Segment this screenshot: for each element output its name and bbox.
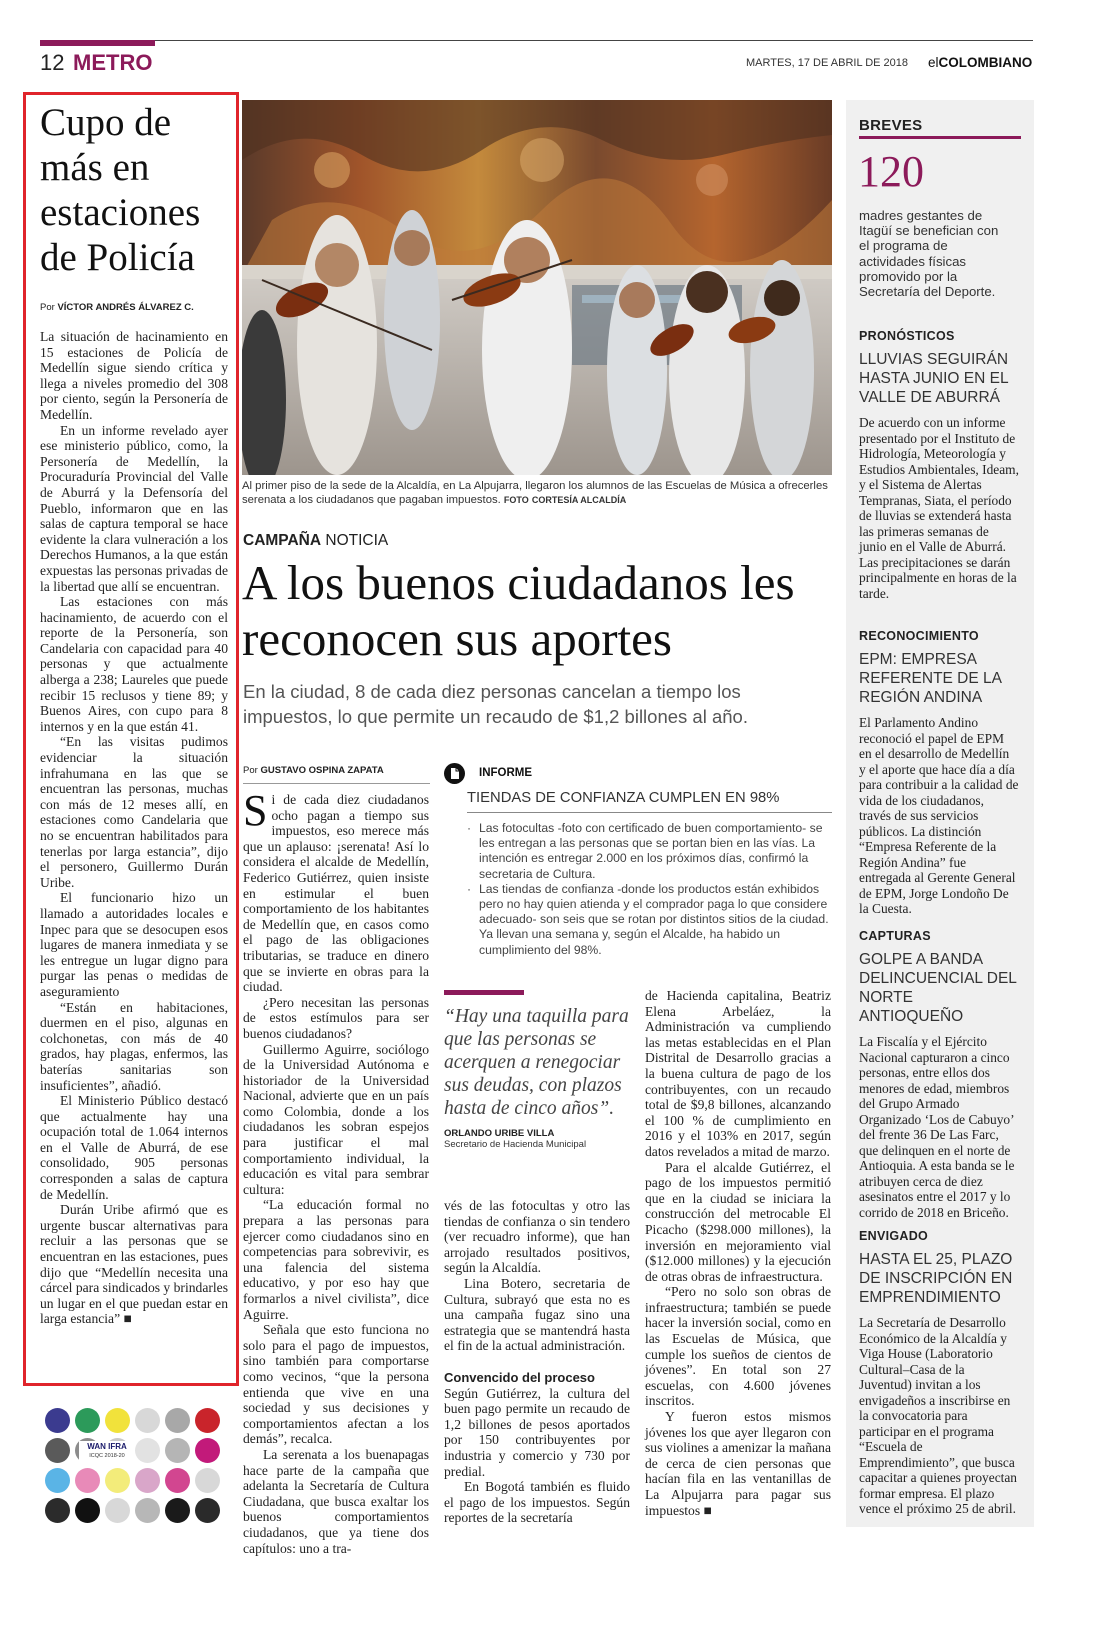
swatch-row-1	[45, 1408, 220, 1433]
section-accent-bar	[40, 40, 155, 46]
paragraph: “Pero no solo son obras de infraestructura; también se puede hacer la inversión social, como en las Escuelas de Música, que cumple los sueños de cientos de jóvenes”. En total son 27 escuelas, con 4.600 jóvenes inscritos.	[645, 1284, 831, 1409]
informe-header	[444, 763, 832, 783]
article-kicker	[243, 532, 388, 550]
brand-name: COLOMBIANO	[938, 55, 1033, 70]
informe-title: TIENDAS DE CONFIANZA CUMPLEN EN 98%	[467, 790, 832, 813]
paragraph: El funcionario hizo un llamado a autoridades locales e Inpec para que se desocupen esos lugares de manera inmediata y se les entregue un lugar digno para purgar las penas o medidas de aseguramiento	[40, 890, 228, 999]
brief-pronosticos	[859, 329, 1019, 601]
main-column-1	[243, 786, 429, 1556]
color-swatch	[45, 1438, 70, 1463]
brief-body: La Fiscalía y el Ejército Nacional capturaron a cinco personas, entre ellos dos menores de edad, miembros del Grupo Armado Organizado ‘Los de Cabuyo’ del frente 36 De Las Farc, que delinquen en el norte de Antioquia. A esta banda se le atribuyen cerca de diez asesinatos entre el 2017 y lo corrido de 2018 en Briceño.	[859, 1034, 1015, 1220]
paragraph	[645, 1409, 831, 1518]
color-swatch	[105, 1498, 130, 1523]
brief-envigado	[859, 1229, 1019, 1517]
color-swatch	[165, 1438, 190, 1463]
color-swatch	[45, 1408, 70, 1433]
brief-title: HASTA EL 25, PLAZO DE INSCRIPCIÓN EN EMPRENDIMIENTO	[859, 1251, 1013, 1306]
brief-label: PRONÓSTICOS	[859, 329, 955, 343]
color-swatch	[135, 1438, 160, 1463]
byline-prefix: Por	[40, 302, 55, 313]
paragraph-text: Y fueron estos mismos jóvenes los que ayer llegaron con sus violines a amenizar la mañana de cerca de cien personas que hacían fila en las ventanillas de La Alpujarra para pagar sus impuestos	[645, 1409, 831, 1518]
color-swatch	[75, 1468, 100, 1493]
informe-item-text: Las fotocultas -foto con certificado de buen comportamiento- se les entregan a las personas que se portan bien en las vías. La intención es entregar 2.000 en los próximos días, confirmó la secretaria de Cultura.	[479, 821, 823, 881]
main-deck: En la ciudad, 8 de cada diez personas cancelan a tiempo los impuestos, lo que permite un recaudo de $1,2 billones al año.	[243, 681, 748, 727]
paragraph: de Hacienda capitalina, Beatriz Elena Arbeláez, la Administración va cumpliendo las metas establecidas en el Plan Distrital de Desarrollo gracias a la buena cultura de pago de los contribuyentes, con un recaudo total de $9,8 billones, alcanzando el 100 % de cumplimiento en 2016 y el 103% en 2017, según datos revelados a mitad de marzo.	[645, 988, 831, 1159]
paragraph: Según Gutiérrez, la cultura del buen pago permite un recaudo de 1,2 billones de pesos aportados por 150 contribuyentes por industria y comercio y 730 por predial.	[444, 1385, 630, 1479]
informe-list	[467, 821, 832, 958]
paragraph: “Están en habitaciones, duermen en el piso, algunas en colchonetas, con más de 40 grados, hay plagas, enfermos, las baterías sanitarias son insuficientes”, añadió.	[40, 999, 228, 1093]
quote-role: Secretario de Hacienda Municipal	[444, 1139, 587, 1150]
paragraph: “En las visitas pudimos evidenciar la situación infrahumana en las que se encuentran las personas, muchas con más de 12 meses allí, en estaciones como Candelaria que no se encuentran habilitados para tenerlas por larga estancia”, dijo el personero, Guillermo Durán Uribe.	[40, 734, 228, 890]
wan-ifra-logo	[79, 1441, 135, 1463]
main-column-2	[444, 1198, 630, 1526]
paragraph-text: Durán Uribe afirmó que es urgente buscar alternativas para recluir a las personas que se encuentran en las estaciones, pues dijo que “Medellín necesita una cárcel para sindicados y brindarles un lugar en el que puedan estar en larga estancia”	[40, 1202, 228, 1327]
paragraph: La serenata a los buenapagas hace parte de la campaña que adelanta la Secretaría de Cultura Ciudadana, que busca exaltar los buenos comportamientos ciudadanos, que ya tiene dos capítulos: uno a tra-	[243, 1446, 429, 1556]
quote-author: ORLANDO URIBE VILLA	[444, 1128, 555, 1139]
paragraph: ¿Pero necesitan las personas de estos estímulos para ser buenos ciudadanos?	[243, 994, 429, 1041]
main-column-3	[645, 988, 831, 1518]
main-byline	[243, 765, 384, 776]
article-photo	[242, 100, 832, 475]
logo-code: ICQC 2018-20	[89, 1453, 125, 1459]
color-swatch	[165, 1408, 190, 1433]
lead-text: i de cada diez ciudadanos ocho pagan a tiempo sus impuestos, eso merece más que un aplauso: ¡serenata! Así lo considera el alcalde de Medellín, Federico Gutiérrez, quien insiste en estimular el buen comportamiento de los habitantes de Medellín que, en casos como el pago de las obligaciones tributarias, se traduce en dinero que se invierte en obras para la ciudad.	[243, 792, 429, 995]
end-mark: ■	[123, 1311, 132, 1327]
informe-label: INFORME	[479, 767, 533, 779]
color-swatch	[195, 1408, 220, 1433]
color-swatch	[195, 1498, 220, 1523]
paragraph: La situación de hacinamiento en 15 estaciones de Policía de Medellín sigue siendo crítica y llega a niveles promedio del 308 por ciento, según la Personería de Medellín.	[40, 329, 228, 422]
color-swatch	[75, 1408, 100, 1433]
page-number: 12	[40, 50, 65, 75]
section-name: METRO	[73, 50, 153, 75]
kicker-light: NOTICIA	[325, 532, 389, 549]
brief-body: El Parlamento Andino reconoció el papel de EPM en el desarrollo de Medellín y el aporte que hace día a día para contribuir a la calidad de vida de los ciudadanos, través de sus servicios públicos. La distinción “Empresa Referente de la Región Andina” fue entregada al Gerente General de EPM, Jorge Londoño De la Cuesta.	[859, 715, 1019, 916]
issue-date: MARTES, 17 DE ABRIL DE 2018	[746, 57, 909, 69]
color-swatch	[135, 1408, 160, 1433]
caption-credit-label: FOTO	[503, 495, 529, 505]
breves-header-rule	[859, 136, 1021, 139]
informe-item	[467, 821, 832, 882]
left-article-title: Cupo de más en estaciones de Policía	[40, 101, 201, 279]
brief-reconocimiento	[859, 629, 1019, 917]
brief-body: De acuerdo con un informe presentado por el Instituto de Hidrología, Meteorología y Estudios Ambientales, Ideam, y el Sistema de Alertas Tempranas, Siata, el período de lluvias se extenderá hasta las primeras semanas de junio en el Valle de Aburrá. Las precipitaciones se darán principalmente en horas de la tarde.	[859, 415, 1019, 601]
paragraph: Las estaciones con más hacinamiento, de acuerdo con el reporte de la Personería, son Candelaria con capacidad para 40 personas y que actualmente alberga a 238; Laureles que puede recibir 15 reclusos y tiene 89; y Buenos Aires, con cupo para 8 internos y en la que están 41.	[40, 594, 228, 734]
document-icon	[444, 763, 465, 784]
left-article-byline	[40, 302, 228, 313]
bullet: ·	[467, 821, 472, 835]
color-swatch	[45, 1468, 70, 1493]
pull-quote	[444, 990, 634, 1150]
serenade-photo-illustration	[242, 100, 832, 475]
paragraph: vés de las fotocultas y otro las tiendas de confianza o sin tendero (ver recuadro informe), que han arrojado resultados positivos, según la Alcaldía.	[444, 1198, 630, 1276]
breves-big-text: madres gestantes de Itagüí se benefician con el programa de actividades físicas promovido por la Secretaría del Deporte.	[859, 208, 999, 300]
brief-title: EPM: EMPRESA REFERENTE DE LA REGIÓN ANDINA	[859, 651, 1002, 706]
color-swatch	[75, 1498, 100, 1523]
bullet: ·	[467, 881, 472, 896]
paragraph: En Bogotá también es fluido el pago de los impuestos. Según reportes de la secretaría	[444, 1479, 630, 1526]
drop-cap: S	[243, 786, 268, 835]
byline-rule	[243, 783, 430, 784]
color-swatch	[195, 1438, 220, 1463]
brief-title: GOLPE A BANDA DELINCUENCIAL DEL NORTE ANTIOQUEÑO	[859, 951, 1017, 1025]
color-swatch	[195, 1468, 220, 1493]
brand-prefix: el	[928, 55, 939, 70]
color-swatch	[135, 1468, 160, 1493]
caption-text: Al primer piso de la sede de la Alcaldía, en La Alpujarra, llegaron los alumnos de las Escuelas de Música a ofrecerles serenata a los ciudadanos que pagaban impuestos.	[242, 480, 828, 506]
quote-text: “Hay una taquilla para que las personas se acerquen a renegociar sus deudas, con plazos hasta de cinco años”.	[444, 1006, 629, 1119]
kicker-bold: CAMPAÑA	[243, 532, 322, 549]
paragraph: “La educación formal no prepara a las personas para ejercer como ciudadanos sino en competencias para sobrevivir, es una falencia del sistema educativo, y por eso hay que formarlos a nivel civilista”, dice Aguirre.	[243, 1197, 429, 1322]
paragraph: El Ministerio Público destacó que actualmente hay una ocupación total de 1.064 internos en el Valle de Aburrá, de ese consolidado, 905 personas corresponden a salas de captura de Medellín.	[40, 1093, 228, 1202]
byline-prefix: Por	[243, 765, 258, 776]
lead-paragraph	[243, 786, 429, 995]
swatch-row-4	[45, 1498, 220, 1523]
color-swatch	[135, 1498, 160, 1523]
color-swatch	[105, 1408, 130, 1433]
print-color-bar	[45, 1408, 225, 1526]
color-swatch	[165, 1468, 190, 1493]
caption-credit-name: CORTESÍA ALCALDÍA	[531, 495, 627, 505]
subhead: Convencido del proceso	[444, 1369, 595, 1385]
header-rule	[40, 40, 1033, 41]
breves-sidebar	[846, 100, 1034, 1527]
byline-author: GUSTAVO OSPINA ZAPATA	[260, 765, 384, 776]
brief-capturas	[859, 929, 1019, 1220]
end-mark: ■	[703, 1502, 712, 1518]
left-article	[40, 100, 228, 1327]
paragraph: Guillermo Aguirre, sociólogo de la Universidad Autónoma e historiador de la Universidad Nacional, advierte que en un país como Colombia, donde a los ciudadanos les sobran espejos para justificar el mal comportamiento individual, la educación es vital para sembrar cultura:	[243, 1041, 429, 1197]
color-swatch	[105, 1468, 130, 1493]
paragraph: Lina Botero, secretaria de Cultura, subrayó que esta no es una campaña fugaz sino una estrategia que se mantendrá hasta el fin de la actual administración.	[444, 1275, 630, 1354]
left-article-body	[40, 329, 228, 1327]
main-headline: A los buenos ciudadanos les reconocen sus aportes	[242, 555, 795, 666]
brand-logo	[928, 55, 1032, 70]
informe-item-text: Las tiendas de confianza -donde los productos están exhibidos pero no hay quien atienda y el comprador paga lo que considere adecuado- son seis que se rotan por distintos sitios de la ciudad. Ya llevan una semana y, según el Alcalde, ha habido un cumplimiento del 98%.	[479, 881, 829, 957]
brief-title: LLUVIAS SEGUIRÁN HASTA JUNIO EN EL VALLE DE ABURRÁ	[859, 351, 1009, 406]
logo-text: WAN IFRA	[87, 1442, 127, 1451]
brief-label: CAPTURAS	[859, 929, 931, 943]
breves-header: BREVES	[859, 117, 923, 134]
paragraph: Señala que esto funciona no solo para el pago de impuestos, sino también para comportarse como vecinos, “que la persona entienda que vive en una sociedad y sus decisiones y comportamientos afectan a los demás”, recalca.	[243, 1322, 429, 1447]
brief-label: RECONOCIMIENTO	[859, 629, 979, 643]
color-swatch	[45, 1498, 70, 1523]
brief-body: La Secretaría de Desarrollo Económico de la Alcaldía y Viga House (Laboratorio Cultural–Casa de la Juventud) invitan a los envigadeños a inscribirse en la convocatoria para participar en el programa “Escuela de Emprendimiento”, que busca capacitar a quienes proyectan formar empresa. El plazo vence el próximo 25 de abril.	[859, 1315, 1017, 1516]
swatch-row-3	[45, 1468, 220, 1493]
color-swatch	[165, 1498, 190, 1523]
paragraph: Para el alcalde Gutiérrez, el pago de los impuestos permitió que en la ciudad se iniciara la construcción del metrocable El Picacho ($298.000 millones), la inversión en mejoramiento vial ($12.000 millones) y la ejecución de otras obras de infraestructura.	[645, 1159, 831, 1284]
informe-box	[444, 763, 832, 958]
breves-big-number: 120	[858, 147, 924, 196]
brief-label: ENVIGADO	[859, 1229, 929, 1243]
paragraph: En un informe revelado ayer ese ministerio público, como, la Personería de Medellín, la Procuraduría Provincial del Valle de Aburrá y la Defensoría del Pueblo, informaron que en las salas de captura temporal se hace evidente la clara vulneración a los Derechos Humanos, a la que están expuestas las personas privadas de la libertad que allí se encuentran.	[40, 422, 228, 594]
quote-accent-bar	[444, 990, 524, 995]
paragraph	[40, 1202, 228, 1327]
byline-author: VÍCTOR ANDRÉS ÁLVAREZ C.	[57, 302, 194, 313]
photo-caption	[242, 479, 832, 507]
informe-item	[467, 882, 832, 958]
